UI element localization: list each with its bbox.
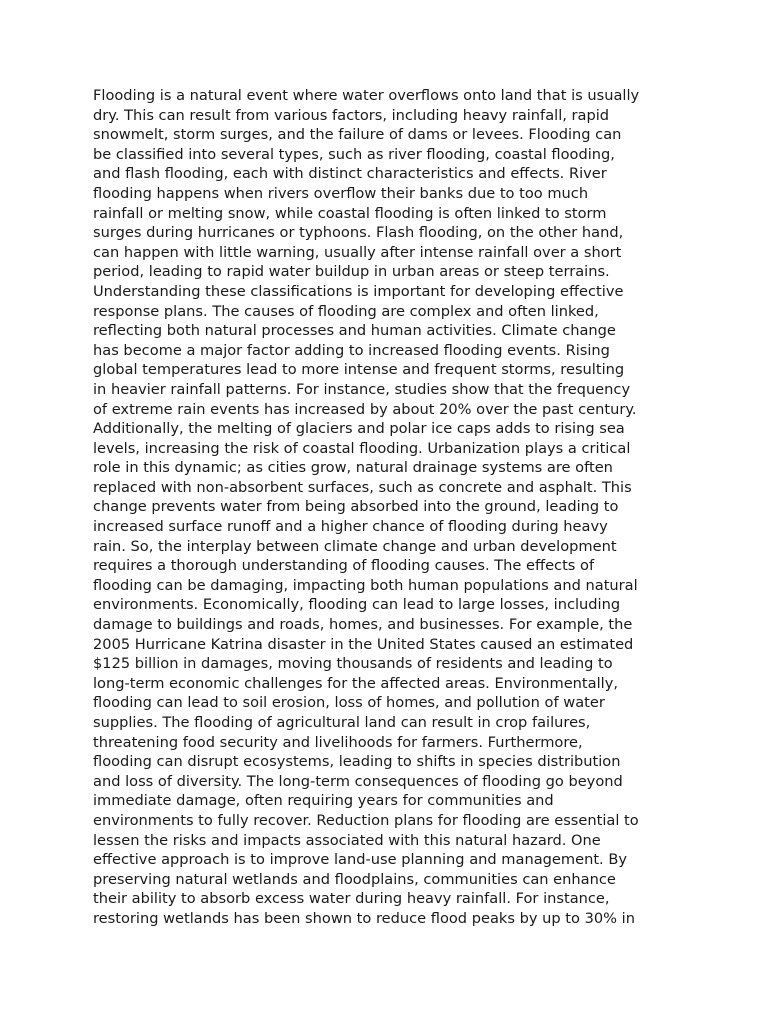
text-line: Flooding is a natural event where water overflows onto land that is usually: [93, 87, 640, 104]
text-line: role in this dynamic; as cities grow, natural drainage systems are often: [93, 459, 613, 477]
text-line: and flash flooding, each with distinct characteristics and effects. River: [93, 165, 607, 183]
body-paragraph: [93, 86, 693, 929]
text-line: preserving natural wetlands and floodplains, communities can enhance: [93, 870, 616, 888]
text-line: flooding can be damaging, impacting both human populations and natural: [93, 576, 638, 594]
text-line: reflecting both natural processes and human activities. Climate change: [93, 322, 616, 340]
text-line: flooding can lead to soil erosion, loss of homes, and pollution of water: [93, 694, 605, 712]
text-line: surges during hurricanes or typhoons. Flash flooding, on the other hand,: [93, 224, 624, 242]
text-line: can happen with little warning, usually after intense rainfall over a short: [93, 243, 622, 261]
text-line: of extreme rain events has increased by about 20% over the past century.: [93, 400, 637, 418]
text-line: immediate damage, often requiring years for communities and: [93, 792, 554, 810]
text-line: dry. This can result from various factors, including heavy rainfall, rapid: [93, 106, 610, 124]
text-line: their ability to absorb excess water during heavy rainfall. For instance,: [93, 890, 610, 908]
text-line: supplies. The flooding of agricultural land can result in crop failures,: [93, 714, 591, 731]
text-line: levels, increasing the risk of coastal flooding. Urbanization plays a critical: [93, 439, 631, 457]
text-line: in heavier rainfall patterns. For instance, studies show that the frequency: [93, 380, 631, 398]
text-line: requires a thorough understanding of flooding causes. The effects of: [93, 557, 595, 575]
text-line: environments to fully recover. Reduction plans for flooding are essential to: [93, 811, 639, 829]
text-line: long-term economic challenges for the affected areas. Environmentally,: [93, 674, 618, 692]
text-line: $125 billion in damages, moving thousands of residents and leading to: [93, 655, 613, 673]
text-line: environments. Economically, flooding can lead to large losses, including: [93, 596, 621, 614]
text-line: flooding can disrupt ecosystems, leading to shifts in species distribution: [93, 753, 621, 771]
text-line: has become a major factor adding to increased flooding events. Rising: [93, 341, 610, 359]
text-line: rainfall or melting snow, while coastal flooding is often linked to storm: [93, 204, 607, 222]
text-line: effective approach is to improve land-use planning and management. By: [93, 851, 627, 869]
text-line: 2005 Hurricane Katrina disaster in the United States caused an estimated: [93, 635, 634, 653]
text-line: rain. So, the interplay between climate change and urban development: [93, 537, 617, 555]
text-line: damage to buildings and roads, homes, and businesses. For example, the: [93, 616, 633, 634]
text-line: restoring wetlands has been shown to reduce flood peaks by up to 30% in: [93, 909, 635, 927]
text-line: lessen the risks and impacts associated with this natural hazard. One: [93, 831, 601, 849]
text-line: Additionally, the melting of glaciers and polar ice caps adds to rising sea: [93, 420, 625, 438]
text-line: period, leading to rapid water buildup in urban areas or steep terrains.: [93, 263, 610, 281]
text-line: change prevents water from being absorbed into the ground, leading to: [93, 498, 619, 516]
text-line: increased surface runoff and a higher chance of flooding during heavy: [93, 518, 608, 536]
text-line: Understanding these classifications is important for developing effective: [93, 282, 624, 300]
text-line: and loss of diversity. The long-term consequences of flooding go beyond: [93, 772, 623, 790]
text-line: snowmelt, storm surges, and the failure of dams or levees. Flooding can: [93, 126, 622, 144]
text-line: flooding happens when rivers overflow their banks due to too much: [93, 184, 589, 202]
text-line: replaced with non-absorbent surfaces, such as concrete and asphalt. This: [93, 478, 632, 496]
text-line: response plans. The causes of flooding are complex and often linked,: [93, 302, 599, 320]
text-line: threatening food security and livelihoods for farmers. Furthermore,: [93, 733, 583, 751]
text-line: global temperatures lead to more intense and frequent storms, resulting: [93, 361, 625, 379]
text-line: be classified into several types, such as river flooding, coastal flooding,: [93, 145, 615, 163]
